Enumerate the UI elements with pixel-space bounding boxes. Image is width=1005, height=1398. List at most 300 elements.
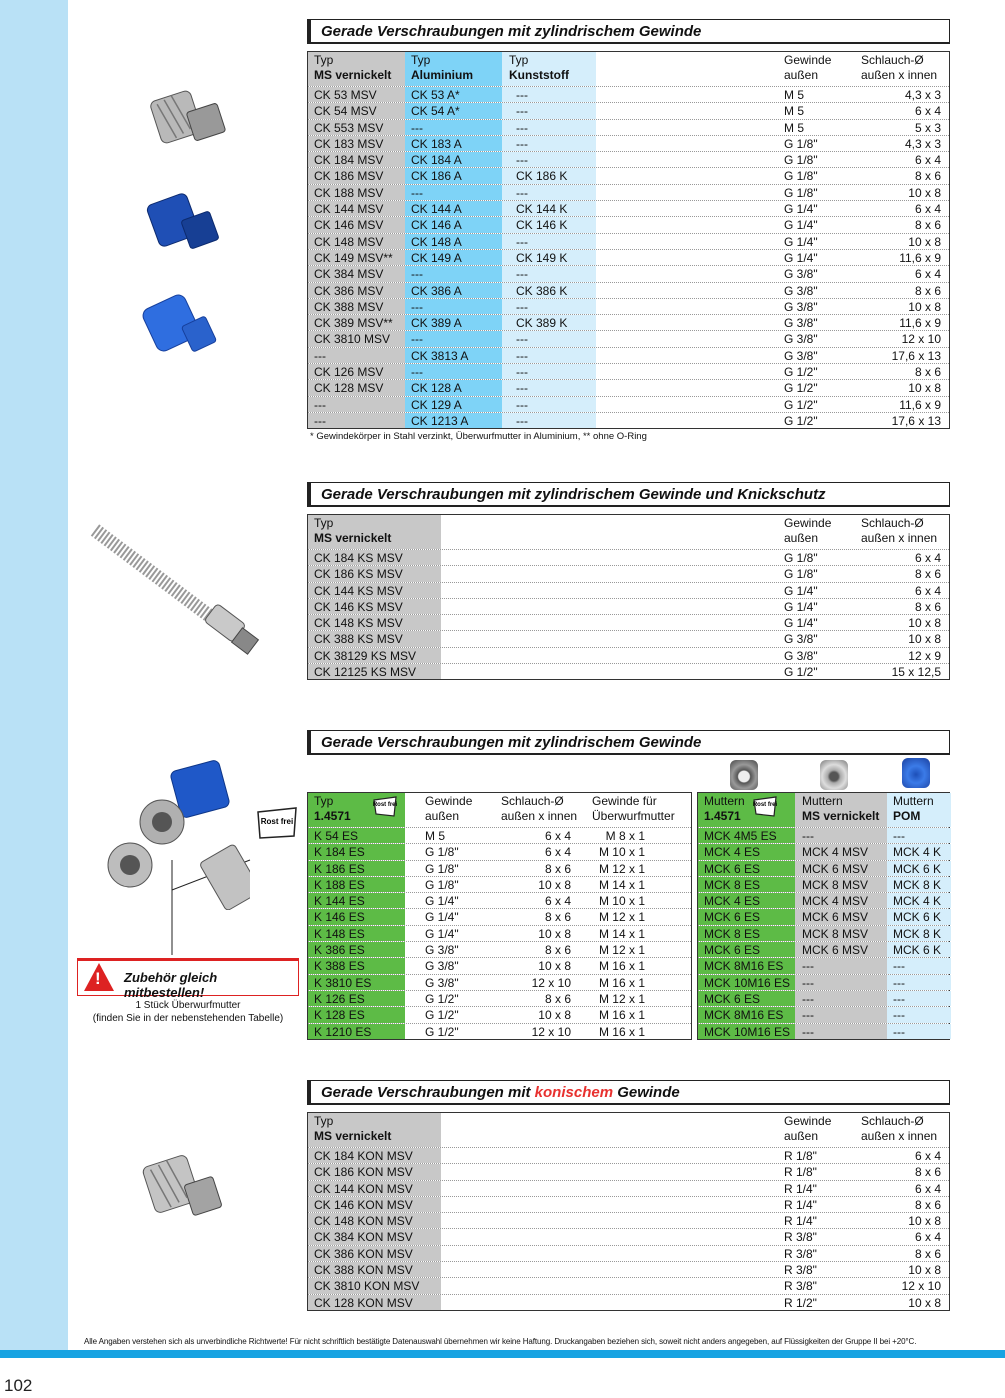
table-cell: MCK 6 MSV <box>795 861 887 876</box>
table-cell: 15 x 12,5 <box>891 665 941 680</box>
table-cell: --- <box>502 331 596 346</box>
header-text: Gewinde <box>784 1114 832 1128</box>
table-row <box>308 216 949 232</box>
table-cell: G 1/2" <box>425 1008 459 1023</box>
table-cell: 8 x 6 <box>544 910 571 925</box>
table-cell: G 1/8" <box>784 551 818 565</box>
table-cell: R 1/2" <box>784 1295 817 1310</box>
table-cell: G 1/8" <box>425 861 459 876</box>
section2-table <box>307 514 950 680</box>
table-cell: M 10 x 1 <box>598 894 645 909</box>
table-cell: M 12 x 1 <box>598 910 645 925</box>
table-cell: MCK 6 ES <box>698 861 795 876</box>
table-row <box>308 233 949 249</box>
header-text: POM <box>893 809 921 823</box>
table-row <box>308 282 949 298</box>
table-cell: 8 x 6 <box>914 599 941 614</box>
table-cell: CK 128 MSV <box>308 380 405 395</box>
table-cell: CK 553 MSV <box>308 120 405 135</box>
table-cell: 8 x 6 <box>914 1197 941 1212</box>
product-image-spring-fitting <box>85 520 275 670</box>
table-cell: CK 389 K <box>502 315 596 330</box>
header-text: außen x innen <box>861 531 938 545</box>
table-cell: MCK 4 MSV <box>795 893 887 908</box>
table-row <box>698 892 949 908</box>
table-header <box>698 793 949 827</box>
table-cell: G 1/8" <box>784 153 818 168</box>
table-cell: --- <box>405 364 502 379</box>
header-text: Typ <box>411 53 431 67</box>
table-cell: MCK 4 ES <box>698 844 795 859</box>
table-row <box>308 347 949 363</box>
table-cell: CK 188 MSV <box>308 185 405 200</box>
table-row <box>308 379 949 395</box>
table-cell: G 3/8" <box>784 348 818 363</box>
table-cell: M 8 x 1 <box>605 829 645 843</box>
table-row <box>308 582 949 598</box>
table-row <box>698 974 949 990</box>
table-cell: CK 186 K <box>502 168 596 183</box>
table-row <box>308 363 949 379</box>
table-cell: CK 389 MSV** <box>308 315 405 330</box>
table-cell: MCK 4 K <box>887 893 951 908</box>
table-cell: 8 x 6 <box>914 365 941 380</box>
table-row <box>308 598 949 614</box>
header-text: Gewinde für <box>592 794 657 808</box>
table-cell: 8 x 6 <box>544 991 571 1006</box>
table-row <box>698 1006 949 1022</box>
table-cell: --- <box>405 331 502 346</box>
table-row <box>308 876 691 892</box>
table-cell: CK 149 A <box>405 250 502 265</box>
table-cell: G 1/8" <box>784 185 818 200</box>
table-cell: --- <box>405 185 502 200</box>
table-cell: 12 x 10 <box>531 975 571 990</box>
table-cell: G 1/4" <box>784 599 818 614</box>
table-cell: M 5 <box>425 829 446 843</box>
table-cell: MCK 8M16 ES <box>698 1007 795 1022</box>
table-cell: CK 183 A <box>405 136 502 151</box>
header-text: Typ <box>314 794 334 808</box>
table-cell: CK 184 KS MSV <box>308 550 441 565</box>
table-cell: G 1/8" <box>784 567 818 582</box>
table-cell: 6 x 4 <box>914 583 941 598</box>
table-cell: CK 388 MSV <box>308 299 405 314</box>
table-cell: CK 149 MSV** <box>308 250 405 265</box>
section4-title <box>307 1080 950 1105</box>
table-cell: 8 x 6 <box>544 943 571 958</box>
table-cell: --- <box>405 120 502 135</box>
table-cell: 8 x 6 <box>914 1246 941 1261</box>
table-cell: MCK 4M5 ES <box>698 828 795 843</box>
nut-pom-icon <box>902 758 930 788</box>
table-row <box>308 119 949 135</box>
table-cell: G 3/8" <box>425 959 459 974</box>
table-cell: G 1/8" <box>784 136 818 151</box>
table-cell: CK 186 KON MSV <box>308 1164 441 1179</box>
table-cell: G 3/8" <box>784 332 818 347</box>
bottom-bar <box>0 1350 1005 1358</box>
table-cell: G 1/2" <box>425 1024 459 1039</box>
table-row <box>308 1245 949 1261</box>
table-cell: 11,6 x 9 <box>899 397 941 412</box>
header-text: außen <box>784 531 819 545</box>
table-row <box>308 1196 949 1212</box>
table-row <box>308 151 949 167</box>
header-text: außen x innen <box>861 68 938 82</box>
table-row <box>698 876 949 892</box>
table-row <box>308 663 949 679</box>
table-cell: CK 384 MSV <box>308 266 405 281</box>
table-row <box>308 249 949 265</box>
table-cell: MCK 4 MSV <box>795 844 887 859</box>
table-row <box>308 167 949 183</box>
section1-table <box>307 51 950 429</box>
badge-text: Rost frei <box>372 802 398 808</box>
table-cell: --- <box>502 364 596 379</box>
table-cell: 8 x 6 <box>914 218 941 233</box>
table-cell: CK 54 MSV <box>308 103 405 118</box>
table-cell: G 1/2" <box>784 413 818 428</box>
table-cell: K 148 ES <box>308 926 405 941</box>
table-cell: K 186 ES <box>308 861 405 876</box>
table-cell: G 1/4" <box>784 250 818 265</box>
table-cell: 17,6 x 13 <box>891 413 941 428</box>
table-cell: K 188 ES <box>308 877 405 892</box>
table-cell: MCK 6 K <box>887 942 951 957</box>
table-cell: R 3/8" <box>784 1246 817 1261</box>
table-cell: CK 386 KON MSV <box>308 1246 441 1261</box>
header-text: außen <box>784 1129 819 1143</box>
table-cell: R 3/8" <box>784 1279 817 1294</box>
table-cell: M 12 x 1 <box>598 861 645 876</box>
table-cell: K 146 ES <box>308 909 405 924</box>
table-cell: K 128 ES <box>308 1007 405 1022</box>
table-cell: CK 386 K <box>502 283 596 298</box>
table-cell: --- <box>502 380 596 395</box>
table-row <box>308 925 691 941</box>
table-cell: 10 x 8 <box>908 616 941 631</box>
header-text: Muttern <box>704 794 745 808</box>
header-text: außen <box>425 809 460 823</box>
table-cell: 6 x 4 <box>914 1230 941 1245</box>
table-cell: M 16 x 1 <box>598 1008 645 1023</box>
table-cell: 12 x 10 <box>901 332 941 347</box>
table-cell: M 5 <box>784 120 805 135</box>
table-cell: CK 149 K <box>502 250 596 265</box>
table-cell: CK 148 A <box>405 234 502 249</box>
table-cell: CK 128 KON MSV <box>308 1295 441 1310</box>
table-cell: MCK 8 MSV <box>795 877 887 892</box>
table-cell: 12 x 10 <box>901 1279 941 1294</box>
title-part: Gewinde <box>613 1084 680 1101</box>
table-cell: CK 186 KS MSV <box>308 566 441 581</box>
table-cell: MCK 8 ES <box>698 877 795 892</box>
warning-icon: ! <box>84 963 114 991</box>
table-cell: --- <box>502 103 596 118</box>
table-cell: CK 184 A <box>405 152 502 167</box>
table-cell: K 1210 ES <box>308 1024 405 1039</box>
table-cell: K 126 ES <box>308 991 405 1006</box>
table-cell: 6 x 4 <box>914 1181 941 1196</box>
table-row <box>308 1006 691 1022</box>
table-row <box>308 330 949 346</box>
table-row <box>698 843 949 859</box>
table-cell: 10 x 8 <box>908 234 941 249</box>
table-cell: CK 3813 A <box>405 348 502 363</box>
table-row <box>698 941 949 957</box>
table-cell: 12 x 9 <box>908 648 941 663</box>
table-cell: 10 x 8 <box>538 926 571 941</box>
warning-note-line: 1 Stück Überwurfmutter <box>135 1000 241 1011</box>
table-cell: K 144 ES <box>308 893 405 908</box>
table-cell: --- <box>887 1024 951 1039</box>
table-cell: MCK 6 MSV <box>795 942 887 957</box>
table-cell: 6 x 4 <box>914 551 941 565</box>
table-row <box>308 298 949 314</box>
header-text: außen x innen <box>861 1129 938 1143</box>
table-cell: CK 144 KON MSV <box>308 1181 441 1196</box>
table-row <box>308 843 691 859</box>
table-cell: CK 146 K <box>502 217 596 232</box>
table-row <box>308 396 949 412</box>
table-cell: R 3/8" <box>784 1263 817 1278</box>
page-number: 102 <box>4 1376 33 1395</box>
table-cell: G 3/8" <box>784 299 818 314</box>
table-cell: M 14 x 1 <box>598 926 645 941</box>
table-cell: CK 183 MSV <box>308 136 405 151</box>
table-cell: 6 x 4 <box>914 104 941 119</box>
table-cell: G 1/4" <box>784 234 818 249</box>
header-text: außen <box>784 68 819 82</box>
table-cell: G 1/2" <box>784 381 818 396</box>
table-cell: K 386 ES <box>308 942 405 957</box>
rostfrei-badge <box>254 806 300 840</box>
table-cell: CK 184 MSV <box>308 152 405 167</box>
section3-title: Gerade Verschraubungen mit zylindrischem Gewinde <box>307 730 950 755</box>
table-cell: 8 x 6 <box>914 1165 941 1180</box>
table-cell: K 184 ES <box>308 844 405 859</box>
footnote: * Gewindekörper in Stahl verzinkt, Überwurfmutter in Aluminium, ** ohne O-Ring <box>310 431 647 442</box>
table-cell: CK 186 A <box>405 168 502 183</box>
table-row <box>308 565 949 581</box>
table-cell: 10 x 8 <box>908 632 941 647</box>
table-row <box>308 990 691 1006</box>
table-cell: CK 186 MSV <box>308 168 405 183</box>
table-cell: 6 x 4 <box>914 267 941 282</box>
table-cell: CK 3810 MSV <box>308 331 405 346</box>
table-cell: CK 148 KON MSV <box>308 1213 441 1228</box>
table-cell: G 1/2" <box>784 665 818 680</box>
product-image-brass-fitting <box>140 85 240 155</box>
table-cell: CK 144 K <box>502 201 596 216</box>
table-cell: 10 x 8 <box>908 1295 941 1310</box>
table-cell: G 1/2" <box>784 397 818 412</box>
table-cell: CK 3810 KON MSV <box>308 1278 441 1293</box>
table-cell: 10 x 8 <box>538 959 571 974</box>
table-cell: --- <box>502 152 596 167</box>
footer-disclaimer: Alle Angaben verstehen sich als unverbindliche Richtwerte! Für nicht schriftlich bestätigte Datenauswahl übernehmen wir keine Haftung. Druckangaben beziehen sich, soweit nicht anders angegeben, auf Flüssigkeiten der Gruppe II bei +20°C. <box>84 1337 917 1346</box>
table-cell: CK 129 A <box>405 397 502 412</box>
table-cell: 8 x 6 <box>914 567 941 582</box>
table-cell: G 1/4" <box>784 583 818 598</box>
header-text: Kunststoff <box>509 68 569 82</box>
table-row <box>308 200 949 216</box>
header-text: Schlauch-Ø <box>501 794 564 808</box>
nut-stainless-icon <box>730 760 758 790</box>
table-cell: CK 146 KON MSV <box>308 1197 441 1212</box>
table-cell: 10 x 8 <box>908 299 941 314</box>
table-cell: 10 x 8 <box>908 1214 941 1229</box>
table-body <box>308 1147 949 1310</box>
table-row <box>308 647 949 663</box>
header-text: Gewinde <box>784 53 832 67</box>
table-cell: CK 144 MSV <box>308 201 405 216</box>
product-image-stainless-fitting <box>100 760 250 910</box>
table-cell: G 1/4" <box>425 926 459 941</box>
table-cell: --- <box>795 958 887 973</box>
table-cell: MCK 6 K <box>887 909 951 924</box>
table-row <box>308 892 691 908</box>
table-cell: --- <box>502 87 596 102</box>
table-cell: CK 146 MSV <box>308 217 405 232</box>
table-cell: G 3/8" <box>784 632 818 647</box>
table-row <box>308 1023 691 1039</box>
header-text: Gewinde <box>784 516 832 530</box>
table-cell: --- <box>887 828 951 843</box>
table-cell: --- <box>502 185 596 200</box>
table-cell: 10 x 8 <box>538 1008 571 1023</box>
table-cell: 17,6 x 13 <box>891 348 941 363</box>
table-row <box>308 1228 949 1244</box>
table-cell: CK 384 KON MSV <box>308 1229 441 1244</box>
table-cell: 6 x 4 <box>544 829 571 843</box>
table-cell: G 3/8" <box>784 267 818 282</box>
section3-table-right <box>697 792 950 1040</box>
table-cell: 6 x 4 <box>914 1149 941 1163</box>
table-cell: 10 x 8 <box>908 185 941 200</box>
table-row <box>698 925 949 941</box>
table-cell: --- <box>795 828 887 843</box>
section3-table-left <box>307 792 692 1040</box>
table-cell: M 10 x 1 <box>598 845 645 860</box>
table-cell: 10 x 8 <box>908 1263 941 1278</box>
badge-text: Rost frei <box>260 817 294 826</box>
header-text: MS vernickelt <box>314 531 392 545</box>
header-text: Schlauch-Ø <box>861 1114 924 1128</box>
table-cell: R 1/4" <box>784 1197 817 1212</box>
table-cell: G 1/8" <box>425 845 459 860</box>
header-text: 1.4571 <box>704 809 741 823</box>
table-cell: R 1/8" <box>784 1149 817 1163</box>
table-row <box>308 941 691 957</box>
table-body <box>308 549 949 679</box>
warning-box <box>77 958 299 1000</box>
table-body <box>308 827 691 1039</box>
table-cell: CK 148 MSV <box>308 234 405 249</box>
table-cell: R 1/4" <box>784 1214 817 1229</box>
table-row <box>308 314 949 330</box>
table-cell: CK 146 KS MSV <box>308 599 441 614</box>
header-text: Typ <box>314 1114 334 1128</box>
table-cell: M 12 x 1 <box>598 943 645 958</box>
header-text: Schlauch-Ø <box>861 53 924 67</box>
header-text: Überwurfmutter <box>592 809 675 823</box>
table-row <box>308 412 949 428</box>
product-image-aluminium-fitting <box>140 190 230 265</box>
table-cell: --- <box>502 136 596 151</box>
table-cell: CK 53 MSV <box>308 87 405 102</box>
badge-text: Rost frei <box>752 802 778 808</box>
table-cell: --- <box>795 975 887 990</box>
table-cell: 4,3 x 3 <box>904 136 941 151</box>
table-cell: --- <box>887 958 951 973</box>
table-cell: G 1/4" <box>425 910 459 925</box>
header-text: Typ <box>509 53 529 67</box>
table-cell: MCK 8 K <box>887 877 951 892</box>
table-cell: --- <box>502 120 596 135</box>
table-cell: MCK 8M16 ES <box>698 958 795 973</box>
header-text: Gewinde <box>425 794 473 808</box>
table-cell: --- <box>887 975 951 990</box>
table-cell: --- <box>887 991 951 1006</box>
table-cell: CK 184 KON MSV <box>308 1148 441 1163</box>
section4-table <box>307 1112 950 1311</box>
table-cell: 6 x 4 <box>544 845 571 860</box>
warning-note <box>77 999 299 1025</box>
table-cell: CK 146 A <box>405 217 502 232</box>
table-cell: CK 389 A <box>405 315 502 330</box>
header-text: Muttern <box>802 794 843 808</box>
table-cell: --- <box>405 299 502 314</box>
table-cell: G 1/8" <box>784 169 818 184</box>
table-row <box>698 860 949 876</box>
table-cell: K 3810 ES <box>308 975 405 990</box>
table-cell: M 16 x 1 <box>598 959 645 974</box>
table-row <box>698 990 949 1006</box>
table-cell: 11,6 x 9 <box>899 316 941 331</box>
table-cell: K 388 ES <box>308 958 405 973</box>
table-row <box>308 1277 949 1293</box>
table-cell: --- <box>502 266 596 281</box>
table-cell: R 3/8" <box>784 1230 817 1245</box>
table-cell: 10 x 8 <box>908 381 941 396</box>
table-cell: --- <box>887 1007 951 1022</box>
header-text: Typ <box>314 53 334 67</box>
header-text: Aluminium <box>411 68 473 82</box>
header-text: MS vernickelt <box>802 809 880 823</box>
table-cell: CK 38129 KS MSV <box>308 648 441 663</box>
table-row <box>308 86 949 102</box>
table-row <box>308 908 691 924</box>
table-cell: 12 x 10 <box>531 1024 571 1039</box>
table-cell: CK 126 MSV <box>308 364 405 379</box>
warning-note-line: (finden Sie in der nebenstehenden Tabelle) <box>92 1013 284 1024</box>
table-row <box>308 1147 949 1163</box>
table-cell: R 1/4" <box>784 1181 817 1196</box>
table-row <box>308 102 949 118</box>
table-cell: CK 388 KS MSV <box>308 631 441 646</box>
table-cell: R 1/8" <box>784 1165 817 1180</box>
table-cell: MCK 4 K <box>887 844 951 859</box>
table-cell: 6 x 4 <box>914 153 941 168</box>
table-cell: G 3/8" <box>425 975 459 990</box>
table-cell: G 1/4" <box>784 218 818 233</box>
table-cell: --- <box>502 397 596 412</box>
table-row <box>308 265 949 281</box>
table-cell: --- <box>795 991 887 1006</box>
table-cell: M 5 <box>784 88 805 102</box>
